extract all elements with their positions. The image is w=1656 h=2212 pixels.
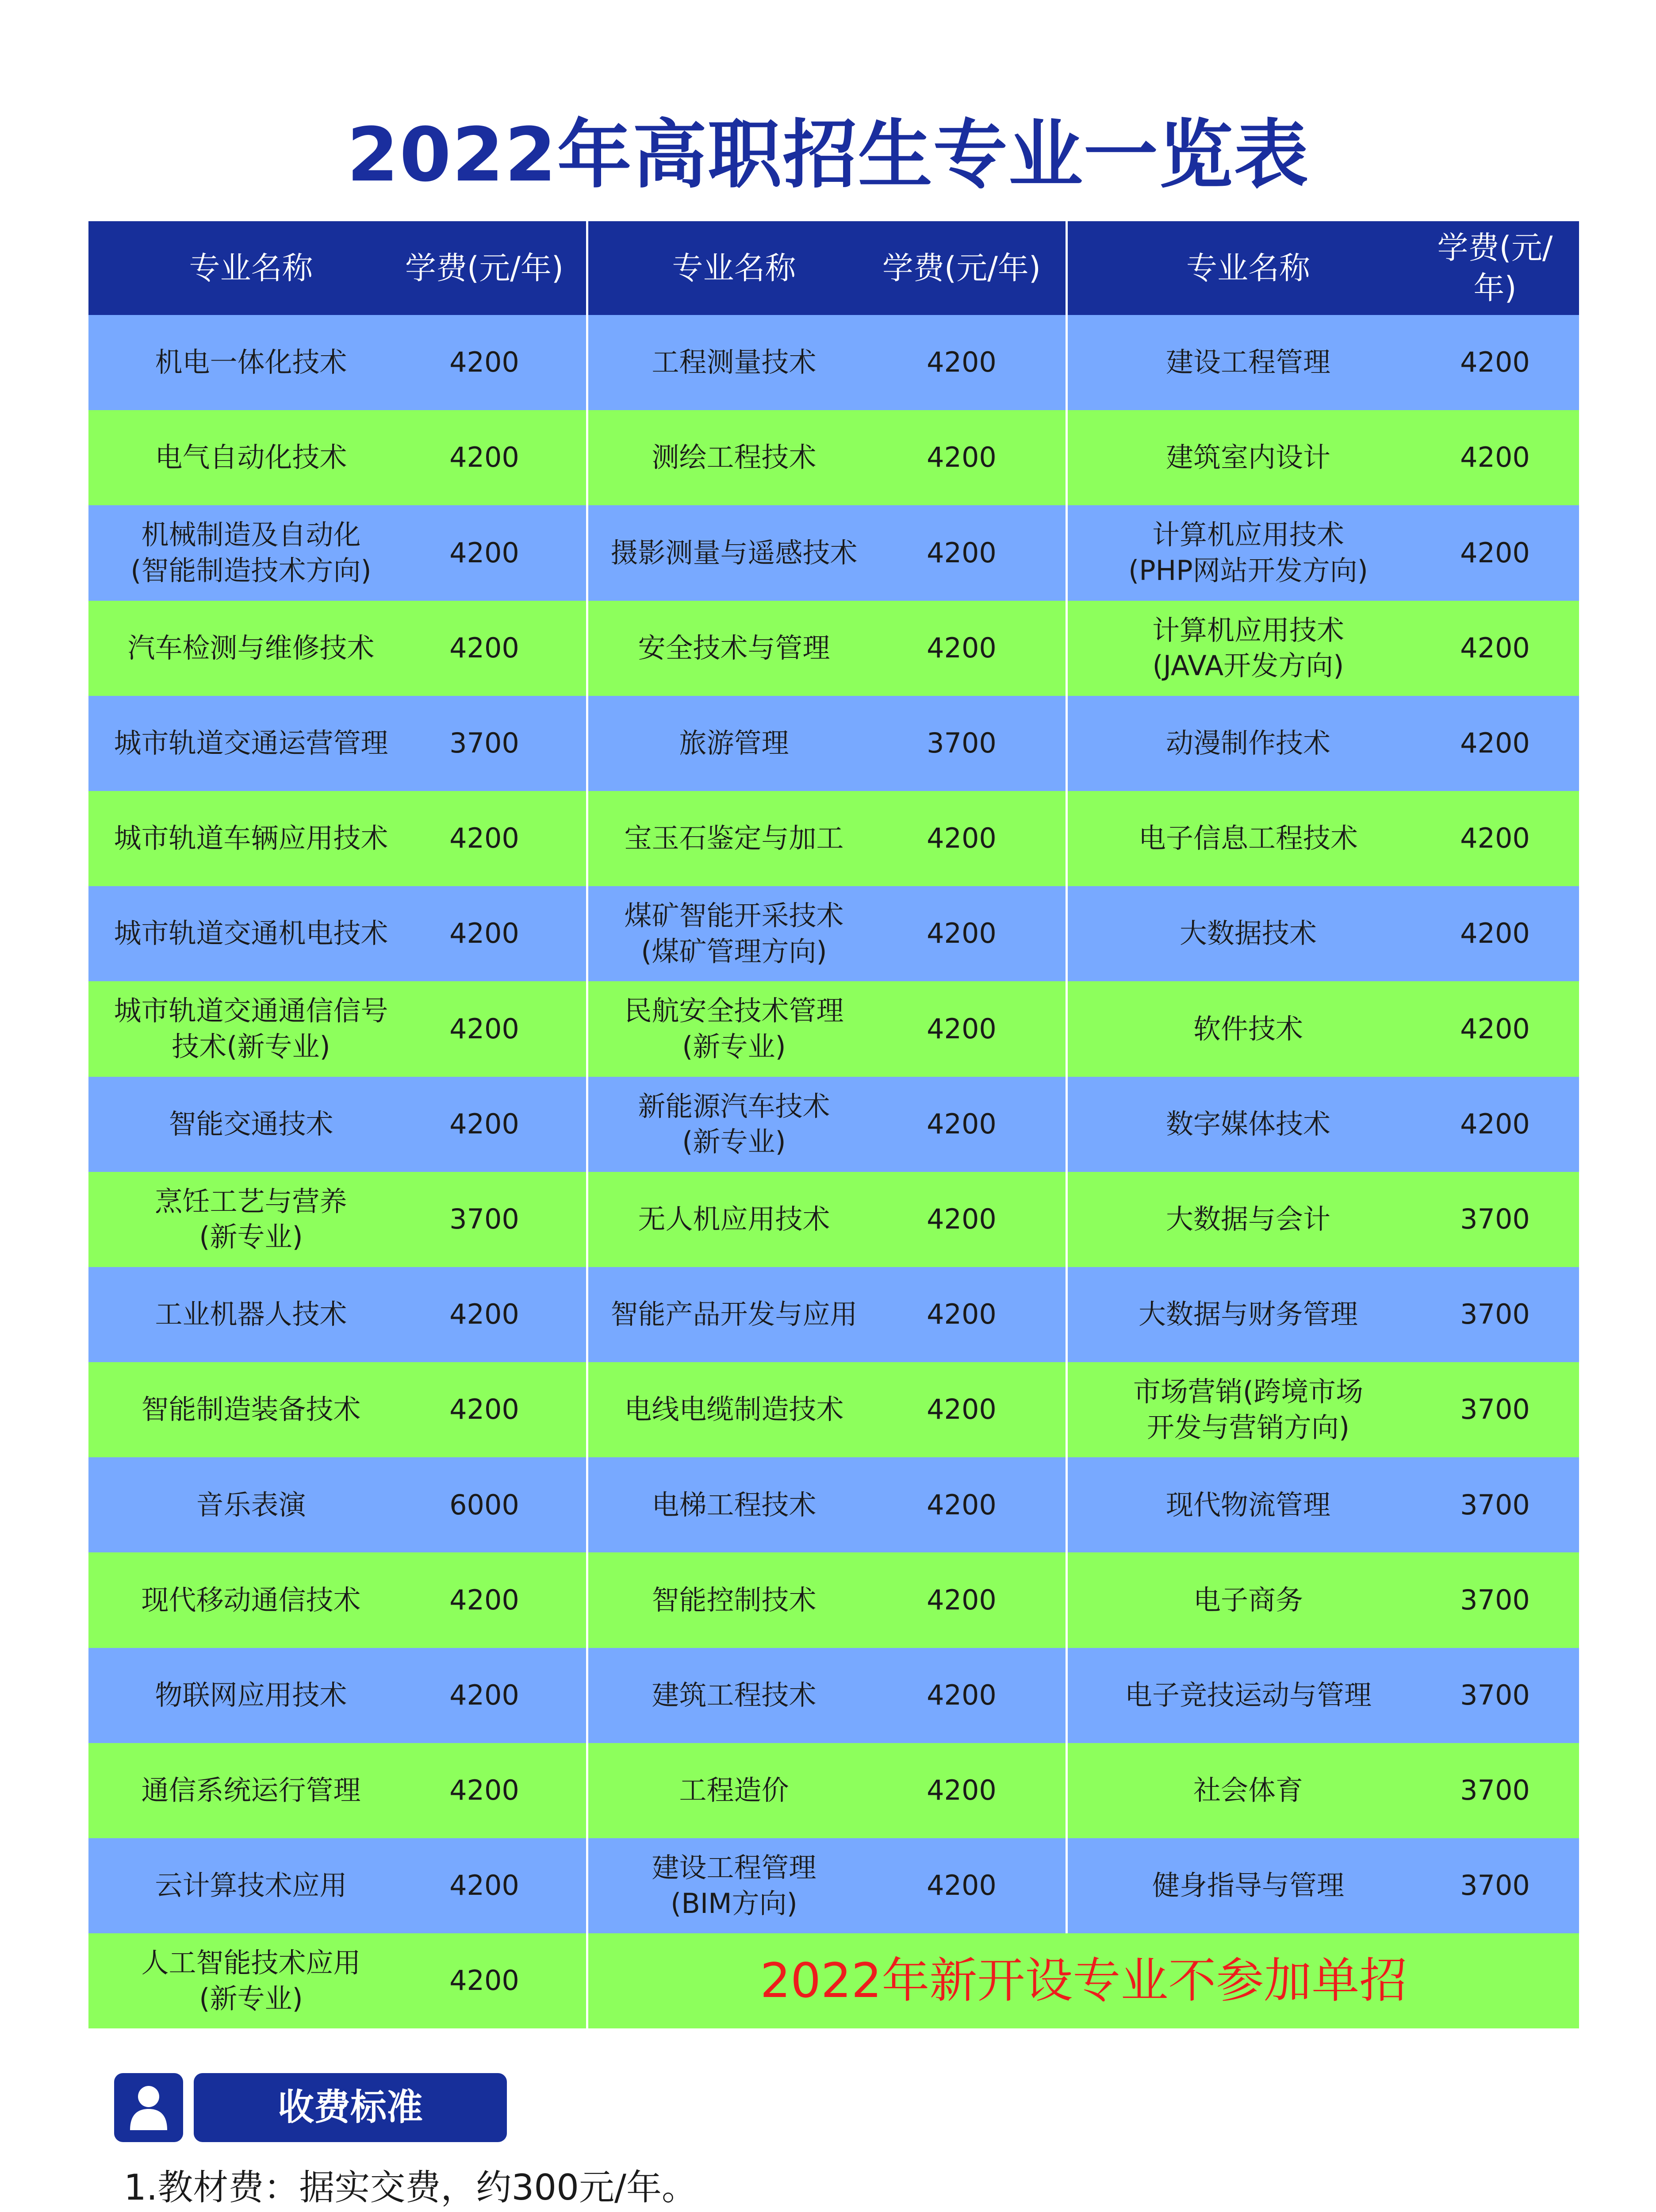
major-name: 机械制造及自动化 (智能制造技术方向): [130, 518, 372, 587]
tuition-fee: 4200: [1460, 1012, 1530, 1045]
major-name: 智能制造装备技术: [141, 1393, 361, 1426]
major-name: 电气自动化技术: [155, 441, 347, 474]
tuition-fee: 3700: [1460, 1298, 1530, 1331]
table-cell: [1068, 1457, 1579, 1552]
major-name: 工程造价: [679, 1774, 789, 1807]
tuition-fee: 4200: [927, 346, 997, 379]
tuition-fee: 4200: [449, 631, 519, 664]
major-name: 新能源汽车技术 (新专业): [638, 1090, 830, 1158]
major-name: 大数据与会计: [1165, 1202, 1330, 1235]
table-cell: [1068, 410, 1579, 505]
header-major-name: 专业名称: [189, 250, 313, 286]
header-tuition: 学费(元/年): [405, 250, 564, 286]
header-tuition: 学费(元/年): [1437, 230, 1553, 306]
major-name: 工业机器人技术: [155, 1298, 347, 1331]
major-name: 工程测量技术: [652, 346, 816, 379]
table-cell: [88, 981, 588, 1076]
tuition-fee: 4200: [449, 1393, 519, 1426]
table-cell: [88, 1933, 588, 2028]
tuition-fee: 3700: [1460, 1869, 1530, 1902]
table-cell: [588, 1362, 1068, 1457]
table-cell: [88, 315, 588, 410]
major-name: 云计算技术应用: [155, 1869, 347, 1902]
major-name: 宝玉石鉴定与加工: [624, 822, 844, 855]
tuition-fee: 3700: [1460, 1774, 1530, 1807]
major-name: 通信系统运行管理: [141, 1774, 361, 1807]
major-name: 数字媒体技术: [1165, 1107, 1330, 1140]
major-name: 大数据与财务管理: [1138, 1298, 1358, 1331]
major-name: 建设工程管理: [1165, 346, 1330, 379]
table-cell: [588, 1267, 1068, 1362]
table-cell: [1068, 696, 1579, 791]
table-cell: [588, 315, 1068, 410]
table-cell: [1068, 1648, 1579, 1743]
table-header-cell: [588, 221, 1068, 315]
table-cell: [588, 696, 1068, 791]
tuition-fee: 4200: [1460, 727, 1530, 760]
table-cell: [1068, 1172, 1579, 1267]
tuition-fee: 3700: [1460, 1678, 1530, 1711]
tuition-fee: 4200: [927, 441, 997, 474]
tuition-fee: 4200: [1460, 346, 1530, 379]
major-name: 汽车检测与维修技术: [127, 631, 375, 664]
major-name: 软件技术: [1193, 1012, 1303, 1045]
major-name: 健身指导与管理: [1152, 1869, 1344, 1902]
tuition-fee: 4200: [449, 1583, 519, 1616]
table-cell: [88, 1648, 588, 1743]
table-cell: [588, 410, 1068, 505]
table-cell: [588, 505, 1068, 600]
tuition-fee: 4200: [449, 822, 519, 855]
tuition-fee: 4200: [927, 1583, 997, 1616]
tuition-fee: 4200: [927, 1869, 997, 1902]
major-name: 建设工程管理 (BIM方向): [652, 1851, 816, 1920]
table-cell: [88, 410, 588, 505]
tuition-fee: 3700: [449, 727, 519, 760]
tuition-fee: 3700: [449, 1202, 519, 1235]
major-name: 无人机应用技术: [638, 1202, 830, 1235]
tuition-fee: 6000: [449, 1488, 519, 1521]
tuition-fee: 4200: [927, 917, 997, 950]
tuition-fee: 3700: [1460, 1583, 1530, 1616]
tuition-fee: 4200: [449, 536, 519, 569]
major-name: 民航安全技术管理 (新专业): [624, 995, 844, 1063]
table-cell: [588, 1172, 1068, 1267]
tuition-fee: 4200: [927, 536, 997, 569]
table-header-cell: [88, 221, 588, 315]
table-cell: [1068, 981, 1579, 1076]
table-header-cell: [1068, 221, 1579, 315]
major-name: 摄影测量与遥感技术: [610, 536, 858, 569]
majors-table: [88, 221, 1579, 2029]
major-name: 市场营销(跨境市场 开发与营销方向): [1133, 1375, 1364, 1444]
major-name: 物联网应用技术: [155, 1678, 347, 1711]
tuition-fee: 4200: [927, 1678, 997, 1711]
major-name: 现代移动通信技术: [141, 1583, 361, 1616]
table-cell: [588, 1457, 1068, 1552]
table-cell: [1068, 791, 1579, 886]
major-name: 城市轨道交通通信信号 技术(新专业): [114, 995, 388, 1063]
table-cell: [88, 1172, 588, 1267]
table-cell: [588, 791, 1068, 886]
major-name: 城市轨道交通机电技术: [114, 917, 388, 950]
notice-text: 2022年新开设专业不参加单招: [760, 1953, 1407, 2008]
tuition-fee: 3700: [927, 727, 997, 760]
table-cell: [1068, 1077, 1579, 1172]
new-majors-notice: [588, 1933, 1579, 2028]
major-name: 社会体育: [1193, 1774, 1303, 1807]
tuition-fee: 4200: [1460, 917, 1530, 950]
tuition-fee: 4200: [449, 1869, 519, 1902]
tuition-fee: 4200: [449, 1774, 519, 1807]
major-name: 旅游管理: [679, 727, 789, 760]
tuition-fee: 4200: [927, 1202, 997, 1235]
table-cell: [88, 1552, 588, 1647]
table-cell: [588, 1077, 1068, 1172]
major-name: 电线电缆制造技术: [624, 1393, 844, 1426]
tuition-fee: 4200: [1460, 536, 1530, 569]
tuition-fee: 4200: [927, 1012, 997, 1045]
tuition-fee: 3700: [1460, 1488, 1530, 1521]
tuition-fee: 4200: [927, 1298, 997, 1331]
header-major-name: 专业名称: [672, 250, 796, 286]
tuition-fee: 4200: [1460, 631, 1530, 664]
major-name: 智能控制技术: [652, 1583, 816, 1616]
table-cell: [88, 505, 588, 600]
tuition-fee: 4200: [449, 441, 519, 474]
major-name: 电子信息工程技术: [1138, 822, 1358, 855]
header-major-name: 专业名称: [1186, 250, 1310, 286]
major-name: 建筑工程技术: [652, 1678, 816, 1711]
table-cell: [1068, 1743, 1579, 1838]
table-cell: [588, 1552, 1068, 1647]
table-cell: [588, 886, 1068, 981]
tuition-fee: 4200: [449, 917, 519, 950]
table-cell: [1068, 1552, 1579, 1647]
table-cell: [1068, 1838, 1579, 1933]
tuition-fee: 4200: [1460, 1107, 1530, 1140]
table-cell: [588, 601, 1068, 696]
major-name: 计算机应用技术 (PHP网站开发方向): [1128, 518, 1368, 587]
tuition-fee: 4200: [449, 1012, 519, 1045]
major-name: 煤矿智能开采技术 (煤矿管理方向): [624, 899, 844, 968]
table-cell: [88, 1743, 588, 1838]
table-cell: [588, 981, 1068, 1076]
tuition-fee: 4200: [449, 1298, 519, 1331]
table-cell: [88, 601, 588, 696]
major-name: 建筑室内设计: [1165, 441, 1330, 474]
major-name: 城市轨道车辆应用技术: [114, 822, 388, 855]
major-name: 智能交通技术: [169, 1107, 334, 1140]
table-cell: [1068, 601, 1579, 696]
major-name: 大数据技术: [1179, 917, 1317, 950]
fee-rule-1: 1.教材费：据实交费，约300元/年。: [124, 2167, 697, 2208]
tuition-fee: 4200: [449, 1107, 519, 1140]
header-tuition: 学费(元/年): [882, 250, 1041, 286]
major-name: 电子商务: [1193, 1583, 1303, 1616]
table-cell: [1068, 505, 1579, 600]
major-name: 动漫制作技术: [1165, 727, 1330, 760]
tuition-fee: 4200: [927, 1393, 997, 1426]
table-cell: [588, 1838, 1068, 1933]
major-name: 计算机应用技术 (JAVA开发方向): [1152, 614, 1344, 682]
major-name: 城市轨道交通运营管理: [114, 727, 388, 760]
major-name: 音乐表演: [196, 1488, 306, 1521]
table-cell: [1068, 315, 1579, 410]
major-name: 智能产品开发与应用: [610, 1298, 858, 1331]
major-name: 烹饪工艺与营养 (新专业): [155, 1185, 347, 1253]
table-cell: [588, 1743, 1068, 1838]
tuition-fee: 4200: [449, 346, 519, 379]
tuition-fee: 4200: [927, 822, 997, 855]
page-title: 2022年高职招生专业一览表: [347, 111, 1309, 198]
tuition-fee: 4200: [927, 1488, 997, 1521]
tuition-fee: 3700: [1460, 1202, 1530, 1235]
fee-standard-title: 收费标准: [194, 2073, 507, 2142]
tuition-fee: 4200: [927, 631, 997, 664]
tuition-fee: 4200: [1460, 822, 1530, 855]
table-cell: [1068, 1267, 1579, 1362]
major-name: 电子竞技运动与管理: [1124, 1678, 1372, 1711]
table-cell: [88, 1267, 588, 1362]
table-cell: [1068, 886, 1579, 981]
person-icon: [114, 2073, 183, 2142]
table-cell: [588, 1648, 1068, 1743]
table-cell: [88, 1838, 588, 1933]
major-name: 人工智能技术应用 (新专业): [141, 1947, 361, 2015]
major-name: 机电一体化技术: [155, 346, 347, 379]
tuition-fee: 4200: [1460, 441, 1530, 474]
table-cell: [88, 696, 588, 791]
table-cell: [1068, 1362, 1579, 1457]
tuition-fee: 4200: [927, 1107, 997, 1140]
table-cell: [88, 1457, 588, 1552]
tuition-fee: 3700: [1460, 1393, 1530, 1426]
table-cell: [88, 791, 588, 886]
tuition-fee: 4200: [927, 1774, 997, 1807]
tuition-fee: 4200: [449, 1964, 519, 1997]
major-name: 测绘工程技术: [652, 441, 816, 474]
tuition-fee: 4200: [449, 1678, 519, 1711]
major-name: 现代物流管理: [1165, 1488, 1330, 1521]
table-cell: [88, 1362, 588, 1457]
table-cell: [88, 886, 588, 981]
major-name: 电梯工程技术: [652, 1488, 816, 1521]
major-name: 安全技术与管理: [638, 631, 830, 664]
table-cell: [88, 1077, 588, 1172]
